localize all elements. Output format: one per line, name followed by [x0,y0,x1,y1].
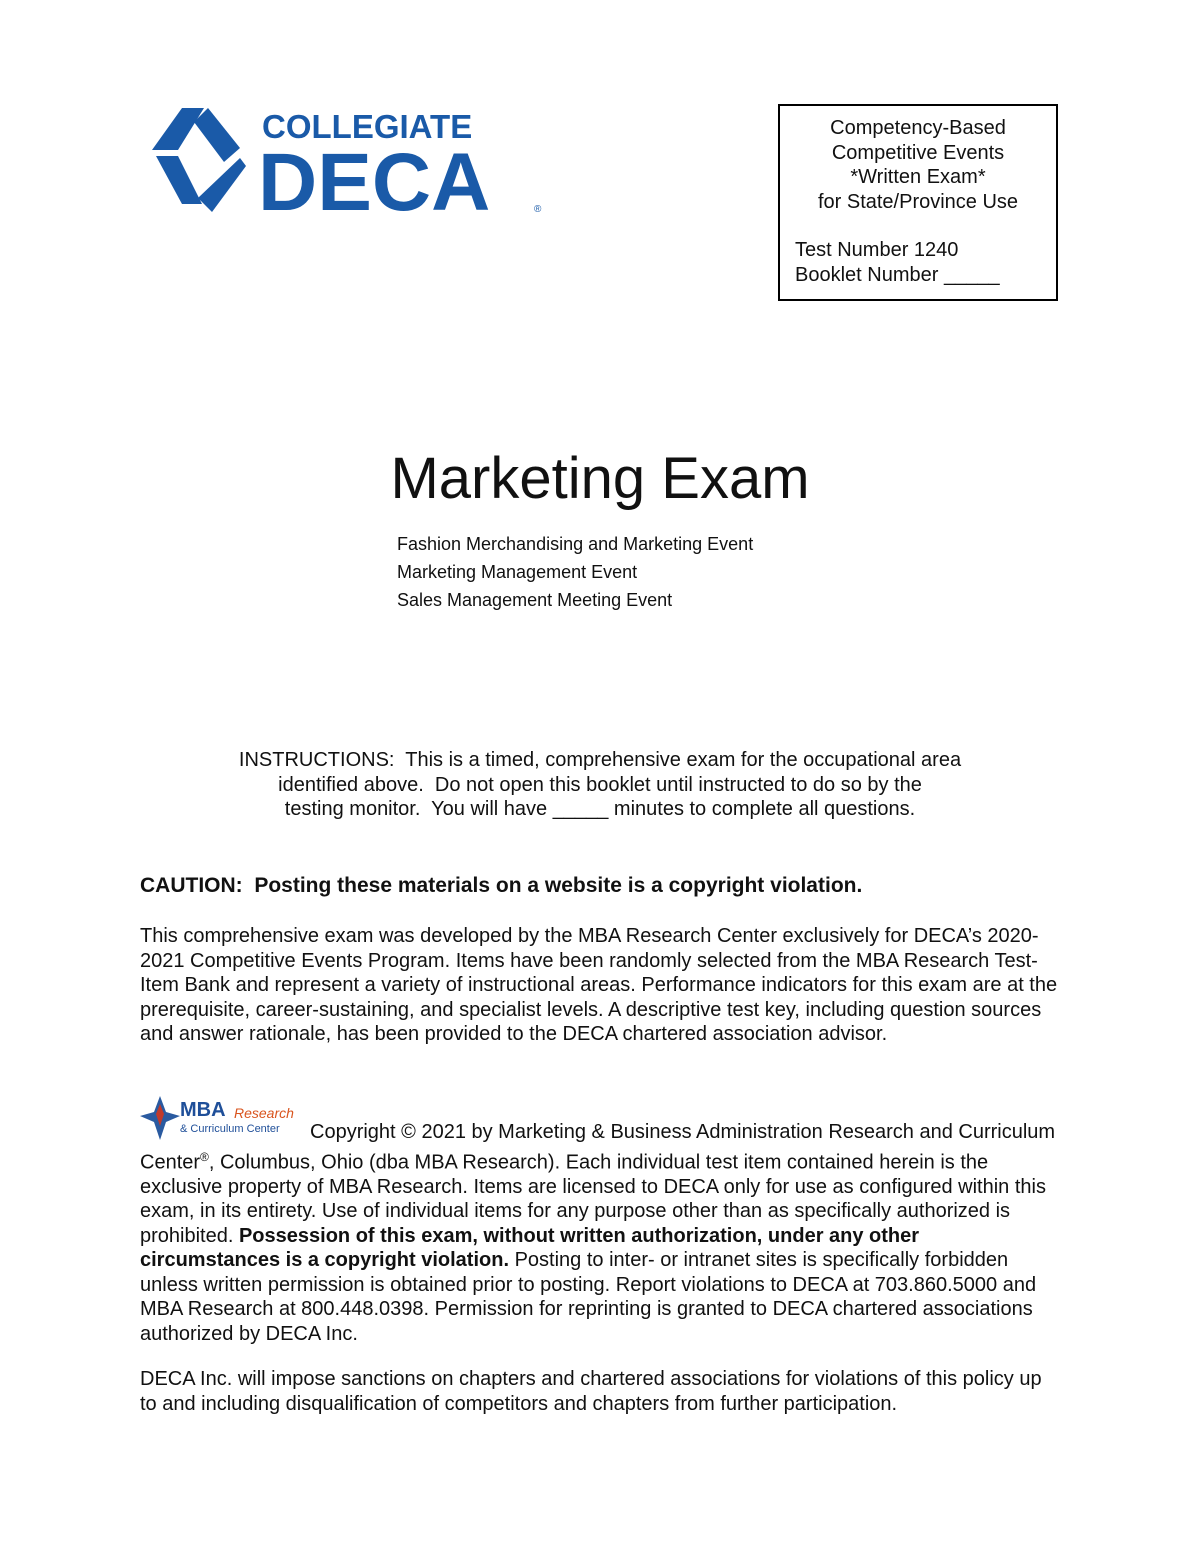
logo-deca-text: DECA [258,137,491,220]
logo-registered-mark: ® [534,204,542,215]
event-item: Sales Management Meeting Event [397,590,673,610]
copyright-bold-warning: Possession of this exam, without written authorization, under any other circumstances is a copyright violation. [140,1224,920,1272]
mba-logo-text: MBA [180,1099,226,1121]
collegiate-deca-logo [142,104,552,220]
deca-diamond-icon [142,104,552,220]
booklet-number: Booklet Number _____ [795,263,1000,286]
exam-info-box [778,104,1058,301]
copyright-paragraph [140,1120,1060,1346]
instructions-block [140,748,1060,822]
info-line-4: for State/Province Use [817,190,1019,213]
events-list [397,530,753,614]
mba-curriculum-text: & Curriculum Center [180,1123,280,1135]
caution-heading: CAUTION: Posting these materials on a website is a copyright violation. [140,874,863,897]
sanctions-paragraph: DECA Inc. will impose sanctions on chapters and chartered associations for violations of this policy up to and including disqualification of competitors and chapters from further participation. [140,1368,1042,1415]
info-line-2: Competitive Events [831,141,1005,164]
page-title: Marketing Exam [390,446,810,511]
instructions-line-1: INSTRUCTIONS: This is a timed, comprehensive exam for the occupational area [238,749,962,771]
logo-collegiate-text: COLLEGIATE [262,108,473,145]
exam-description-paragraph: This comprehensive exam was developed by the MBA Research Center exclusively for DECA’s 2020-2021 Competitive Events Program. Items have been randomly selected from the MBA Research Test-Item Bank and represent a variety of instructional areas. Performance indicators for this exam are at the prerequisite, career-sustaining, and specialist levels. A descriptive test key, including question sources and answer rationale, has been provided to the DECA chartered association advisor. [140,925,1058,1045]
instructions-line-2: identified above. Do not open this booklet until instructed to do so by the [278,773,922,796]
copyright-text-3: Posting to inter- or intranet sites is specifically forbidden unless written permission is obtained prior to posting. Report violations to DECA at 703.860.5000 and MBA Research at 800.448.0398. Permission for reprinting is granted to DECA chartered associations authorized by DECA Inc. [140,1249,1037,1345]
mba-research-text: Research [234,1105,294,1121]
info-line-3: *Written Exam* [850,166,986,188]
copyright-text-2: , Columbus, Ohio (dba MBA Research). Each individual test item contained herein is the exclusive property of MBA Research. Items are licensed to DECA only for use as configured within this exam, in its entirety. Use of individual items for any purpose other than as specifically authorized is prohibited. [140,1151,1046,1247]
event-item: Fashion Merchandising and Marketing Event [397,534,754,554]
copyright-text-1: Copyright © 2021 by Marketing & Business Administration Research and Curriculum Center [140,1121,1056,1174]
info-line-1: Competency-Based [830,117,1006,139]
event-item: Marketing Management Event [397,562,638,582]
registered-mark: ® [200,1149,209,1164]
test-number: Test Number 1240 [795,239,959,261]
instructions-line-3: testing monitor. You will have _____ minutes to complete all questions. [284,798,916,820]
